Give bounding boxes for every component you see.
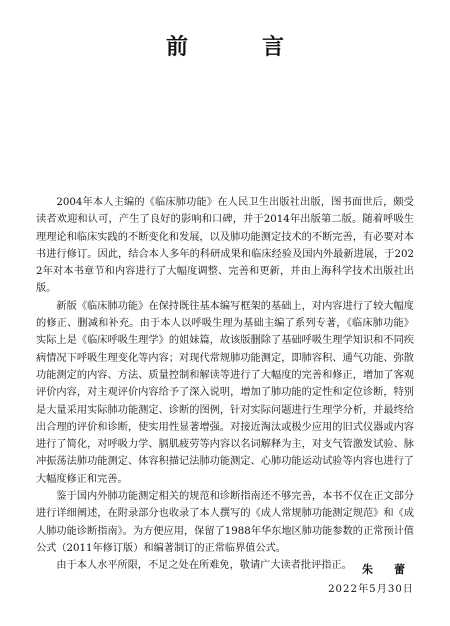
preface-body xyxy=(36,194,414,575)
paragraph-revisions: 新版《临床肺功能》在保持既往基本编写框架的基础上，对内容进行了较大幅度的修正、删减和补充。由于本人以呼吸生理为基础主编了系列专著，《临床肺功能》实际上是《临床呼吸生理学》的姐妹篇，故该版删除了基础呼吸生理学知识和不同疾病情况下呼吸生理变化等内容；对现代常规肺功能测定，即肺容积、通气功能、弥散功能测定的内容、方法、质量控制和解读等进行了大幅度的完善和修正，增加了客观评价内容，对主观评价内容给予了深入说明，增加了肺功能的定性和定位诊断，特别是大量采用实际肺功能测定、诊断的图例，针对实际问题进行生理学分析，并最终给出合理的评价和诊断，使实用性显著增强。对接近淘汰或极少应用的旧式仪器或内容进行了简化，对呼吸力学、膈肌疲劳等内容以名词解释为主，对支气管激发试验、脉冲振荡法肺功能测定、体容积描记法肺功能测定、心肺功能运动试验等内容也进行了大幅度修正和完善。 xyxy=(36,300,414,485)
page-title: 前 言 xyxy=(165,34,310,60)
signature-date: 2022年5月30日 xyxy=(328,584,414,595)
author-signature: 朱 蕾 xyxy=(362,563,410,576)
paragraph-history: 2004年本人主编的《临床肺功能》在人民卫生出版社出版，图书面世后，颇受读者欢迎和认可，产生了良好的影响和口碑，并于2014年出版第二版。随着呼吸生理理论和临床实践的不断变化和发展，以及肺功能测定技术的不断完善，有必要对本书进行修订。因此，结合本人多年的科研成果和临床经验及国内外最新进展，于2022年对本书章节和内容进行了大幅度调整、完善和更新，并由上海科学技术出版社出版。 xyxy=(36,197,414,295)
paragraph-closing: 由于本人水平所限，不足之处在所难免，敬请广大读者批评指正。 xyxy=(56,560,352,572)
paragraph-appendix: 鉴于国内外肺功能测定相关的规范和诊断指南还不够完善，本书不仅在正文部分进行详细阐述，在附录部分也收录了本人撰写的《成人常规肺功能测定规范》和《成人肺功能诊断指南》。为方便应用，保留了1988年华东地区肺功能参数的正常预计值公式（2011年修订版）和编著制订的正常临界值公式。 xyxy=(36,491,414,554)
